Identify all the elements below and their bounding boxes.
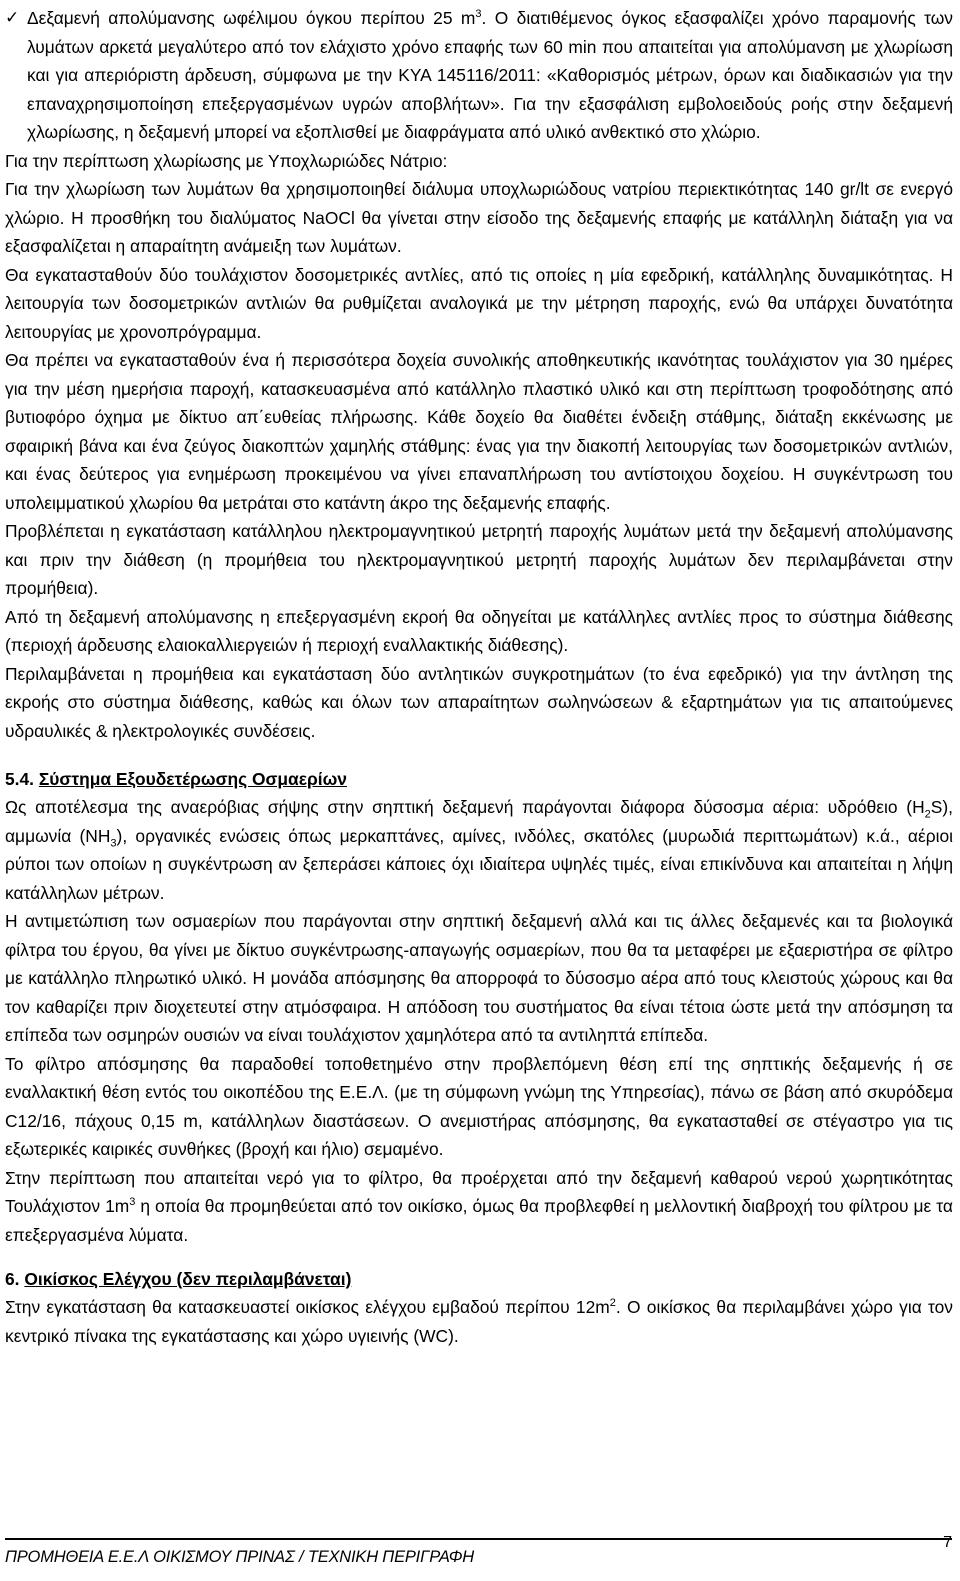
page-footer — [5, 1534, 952, 1576]
paragraph-text: Στην περίπτωση που απαιτείται νερό για το φίλτρο, θα προέρχεται από την δεξαμενή καθαρού νερού χωρητικότητας Τουλάχιστον 1m — [5, 1167, 953, 1216]
subscript: 2 — [924, 808, 931, 821]
paragraph-text: . Ο οικίσκος θα περιλαμβάνει χώρο για τον κεντρικό πίνακα της εγκατάστασης και χώρο υγιεινής (WC). — [5, 1297, 954, 1346]
paragraph-effluent-pumping: Από τη δεξαμενή απολύμανσης η επεξεργασμένη εκροή θα οδηγείται με κατάλληλες αντλίες προς το σύστημα διάθεσης (περιοχή άρδευσης ελαιοκαλλιεργειών ή περιοχή εναλλακτικής διάθεσης). — [5, 606, 953, 655]
section-title: Οικίσκος Ελέγχου (δεν περιλαμβάνεται) — [24, 1269, 352, 1289]
page-content — [5, 4, 953, 1350]
superscript: 3 — [129, 1196, 136, 1209]
paragraph-flow-meter: Προβλέπεται η εγκατάσταση κατάλληλου ηλεκτρομαγνητικού μετρητή παροχής λυμάτων μετά την δεξαμενή απολύμανσης και πριν την διάθεση (η προμήθεια του ηλεκτρομαγνητικού μετρητή παροχής λυμάτων δεν περιλαμβάνεται στην προμήθεια). — [5, 521, 953, 598]
bullet-paragraph-disinfection-tank — [5, 4, 953, 147]
paragraph-dosing-pumps: Θα εγκατασταθούν δύο τουλάχιστον δοσομετρικές αντλίες, από τις οποίες η μία εφεδρική, κατάλληλης δυναμικότητας. Η λειτουργία των δοσομετρικών αντλιών θα ρυθμίζεται αναλογικά με την μέτρηση παροχής, ενώ θα υπάρχει δυνατότητα λειτουργίας με χρονοπρόγραμμα. — [5, 264, 953, 342]
superscript: 2 — [609, 1297, 616, 1310]
paragraph-text: Στην εγκατάσταση θα κατασκευαστεί οικίσκος ελέγχου εμβαδού περίπου 12m — [5, 1297, 610, 1317]
page-number: 7 — [943, 1534, 952, 1551]
section-number: 6. — [5, 1269, 20, 1289]
paragraph-deodorisation-filter: Το φίλτρο απόσμησης θα παραδοθεί τοποθετημένο στην προβλεπόμενη θέση επί της σηπτικής δεξαμενής ή σε εναλλακτική θέση εντός του οικοπέδου της Ε.Ε.Λ. (με τη σύμφωνη γνώμη της Υπηρεσίας), πάνω σε βάση από σκυρόδεμα C12/16, πάχους 0,15 m, κατάλληλων διαστάσεων. Ο ανεμιστήρας απόσμησης, θα εγκατασταθεί σε στέγαστρο για τις εξωτερικές καιρικές συνθήκες (βροχή και ήλιο) σεμαμένο. — [5, 1053, 953, 1159]
superscript: 3 — [475, 8, 482, 21]
paragraph-odour-gases — [5, 793, 953, 907]
paragraph-text: Ως αποτέλεσμα της αναερόβιας σήψης στην σηπτική δεξαμενή παράγονται διάφορα δύσοσμα αέρια: υδρόθειο (H — [5, 797, 925, 817]
footer-title: ΠΡΟΜΗΘΕΙΑ Ε.Ε.Λ ΟΙΚΙΣΜΟΥ ΠΡΙΝΑΣ / ΤΕΧΝΙΚΗ ΠΕΡΙΓΡΑΦΗ — [5, 1548, 475, 1566]
paragraph-storage-containers: Θα πρέπει να εγκατασταθούν ένα ή περισσότερα δοχεία συνολικής αποθηκευτικής ικανότητας τουλάχιστον για 30 ημέρες για την μέση ημερήσια παροχή, κατασκευασμένα από κατάλληλο πλαστικό υλικό και στη περίπτωση τροφοδότησης από βυτιοφόρο όχημα με δίκτυο απ΄ευθείας πλήρωσης. Κάθε δοχείο θα διαθέτει ένδειξη στάθμης, διάταξη εκκένωσης με σφαιρική βάνα και ένα ζεύγος διακοπτών χαμηλής στάθμης: ένας για την διακοπή λειτουργίας των δοσομετρικών αντλιών, και ένας δεύτερος για ενημέρωση προκειμένου να γίνει επαναπλήρωση του αντίστοιχου δοχείου. Η συγκέντρωση του υπολειμματικού χλωρίου θα μετράται στο κατάντη άκρο της δεξαμενής επαφής. — [5, 350, 953, 513]
section-title: Σύστημα Εξουδετέρωσης Οσμαερίων — [38, 769, 347, 789]
checkmark-icon: ✓ — [5, 8, 20, 27]
section-heading-6 — [5, 1265, 953, 1293]
subscript: 3 — [110, 836, 117, 849]
paragraph-filter-water — [5, 1164, 953, 1250]
paragraph-text: Δεξαμενή απολύμανσης ωφέλιμου όγκου περίπου 25 m — [27, 8, 476, 28]
paragraph-chlorination: Για την χλωρίωση των λυμάτων θα χρησιμοποιηθεί διάλυμα υποχλωριώδους νατρίου περιεκτικότητας 140 gr/lt σε ενεργό χλώριο. Η προσθήκη του διαλύματος NaOCl θα γίνεται στην είσοδο της δεξαμενής επαφής με κατάλληλη διάταξη για να εξασφαλίζεται η απαραίτητη ανάμειξη των λυμάτων. — [5, 179, 953, 256]
paragraph-text: . Ο διατιθέμενος όγκος εξασφαλίζει χρόνο παραμονής των λυμάτων αρκετά μεγαλύτερο από τον ελάχιστο χρόνο επαφής των 60 min που απαιτείται για απολύμανση με χλωρίωση και για απεριόριστη άρδευση, σύμφωνα με την ΚΥΑ 145116/2011: «Καθορισμός μέτρων, όρων και διαδικασιών για την επαναχρησιμοποίηση επεξεργασμένων υγρών αποβλήτων». Για την εξασφάλιση εμβολοειδούς ροής στην δεξαμενή χλωρίωσης, η δεξαμενή μπορεί να εξοπλισθεί με διαφράγματα από υλικό ανθεκτικό στο χλώριο. — [27, 8, 953, 142]
section-number: 5.4. — [5, 769, 35, 789]
paragraph-text: η οποία θα προμηθεύεται από τον οικίσκο, όμως θα προβλεφθεί η μελλοντική διαβροχή του φίλτρου με τα επεξεργασμένα λύματα. — [5, 1196, 953, 1245]
paragraph-text: S), αμμωνία (NH — [5, 797, 953, 846]
section-heading-5-4 — [5, 765, 953, 793]
paragraph-pumping-units: Περιλαμβάνεται η προμήθεια και εγκατάσταση δύο αντλητικών συγκροτημάτων (το ένα εφεδρικό) για την άντληση της εκροής στο σύστημα διάθεσης, καθώς και όλων των απαραίτητων σωληνώσεων & εξαρτημάτων για τις απαιτούμενες υδραυλικές & ηλεκτρολογικές συνδέσεις. — [5, 663, 953, 741]
paragraph-control-kiosk — [5, 1293, 953, 1350]
paragraph-text: ), οργανικές ενώσεις όπως μερκαπτάνες, αμίνες, ινδόλες, σκατόλες (μυρωδιά περιττωμάτων) κ.ά., αέριοι ρύποι των οποίων η συγκέντρωση αν ξεπεράσει κάποιες όχι ιδιαίτερα υψηλές τιμές, είναι επικίνδυνα και απαιτείται η λήψη κατάλληλων μέτρων. — [5, 825, 953, 903]
paragraph-odour-treatment: Η αντιμετώπιση των οσμαερίων που παράγονται στην σηπτική δεξαμενή αλλά και τις άλλες δεξαμενές και τα βιολογικά φίλτρα του έργου, θα γίνει με δίκτυο συγκέντρωσης-απαγωγής οσμαερίων, που θα τα μεταφέρει με εξαεριστήρα σε φίλτρο με κατάλληλο πληρωτικό υλικό. Η μονάδα απόσμησης θα απορροφά το δύσοσμο αέρα από τους κλειστούς χώρους και θα τον καθαρίζει πριν διοχετευτεί στην ατμόσφαιρα. Η απόδοση του συστήματος θα είναι τέτοια ώστε μετά την απόσμηση τα επίπεδα των οσμηρών ουσιών να είναι τουλάχιστον χαμηλότερα από τα αντιληπτά επίπεδα. — [5, 911, 953, 1045]
paragraph-hypochlorite-case: Για την περίπτωση χλωρίωσης με Υποχλωριώδες Νάτριο: — [5, 150, 448, 171]
